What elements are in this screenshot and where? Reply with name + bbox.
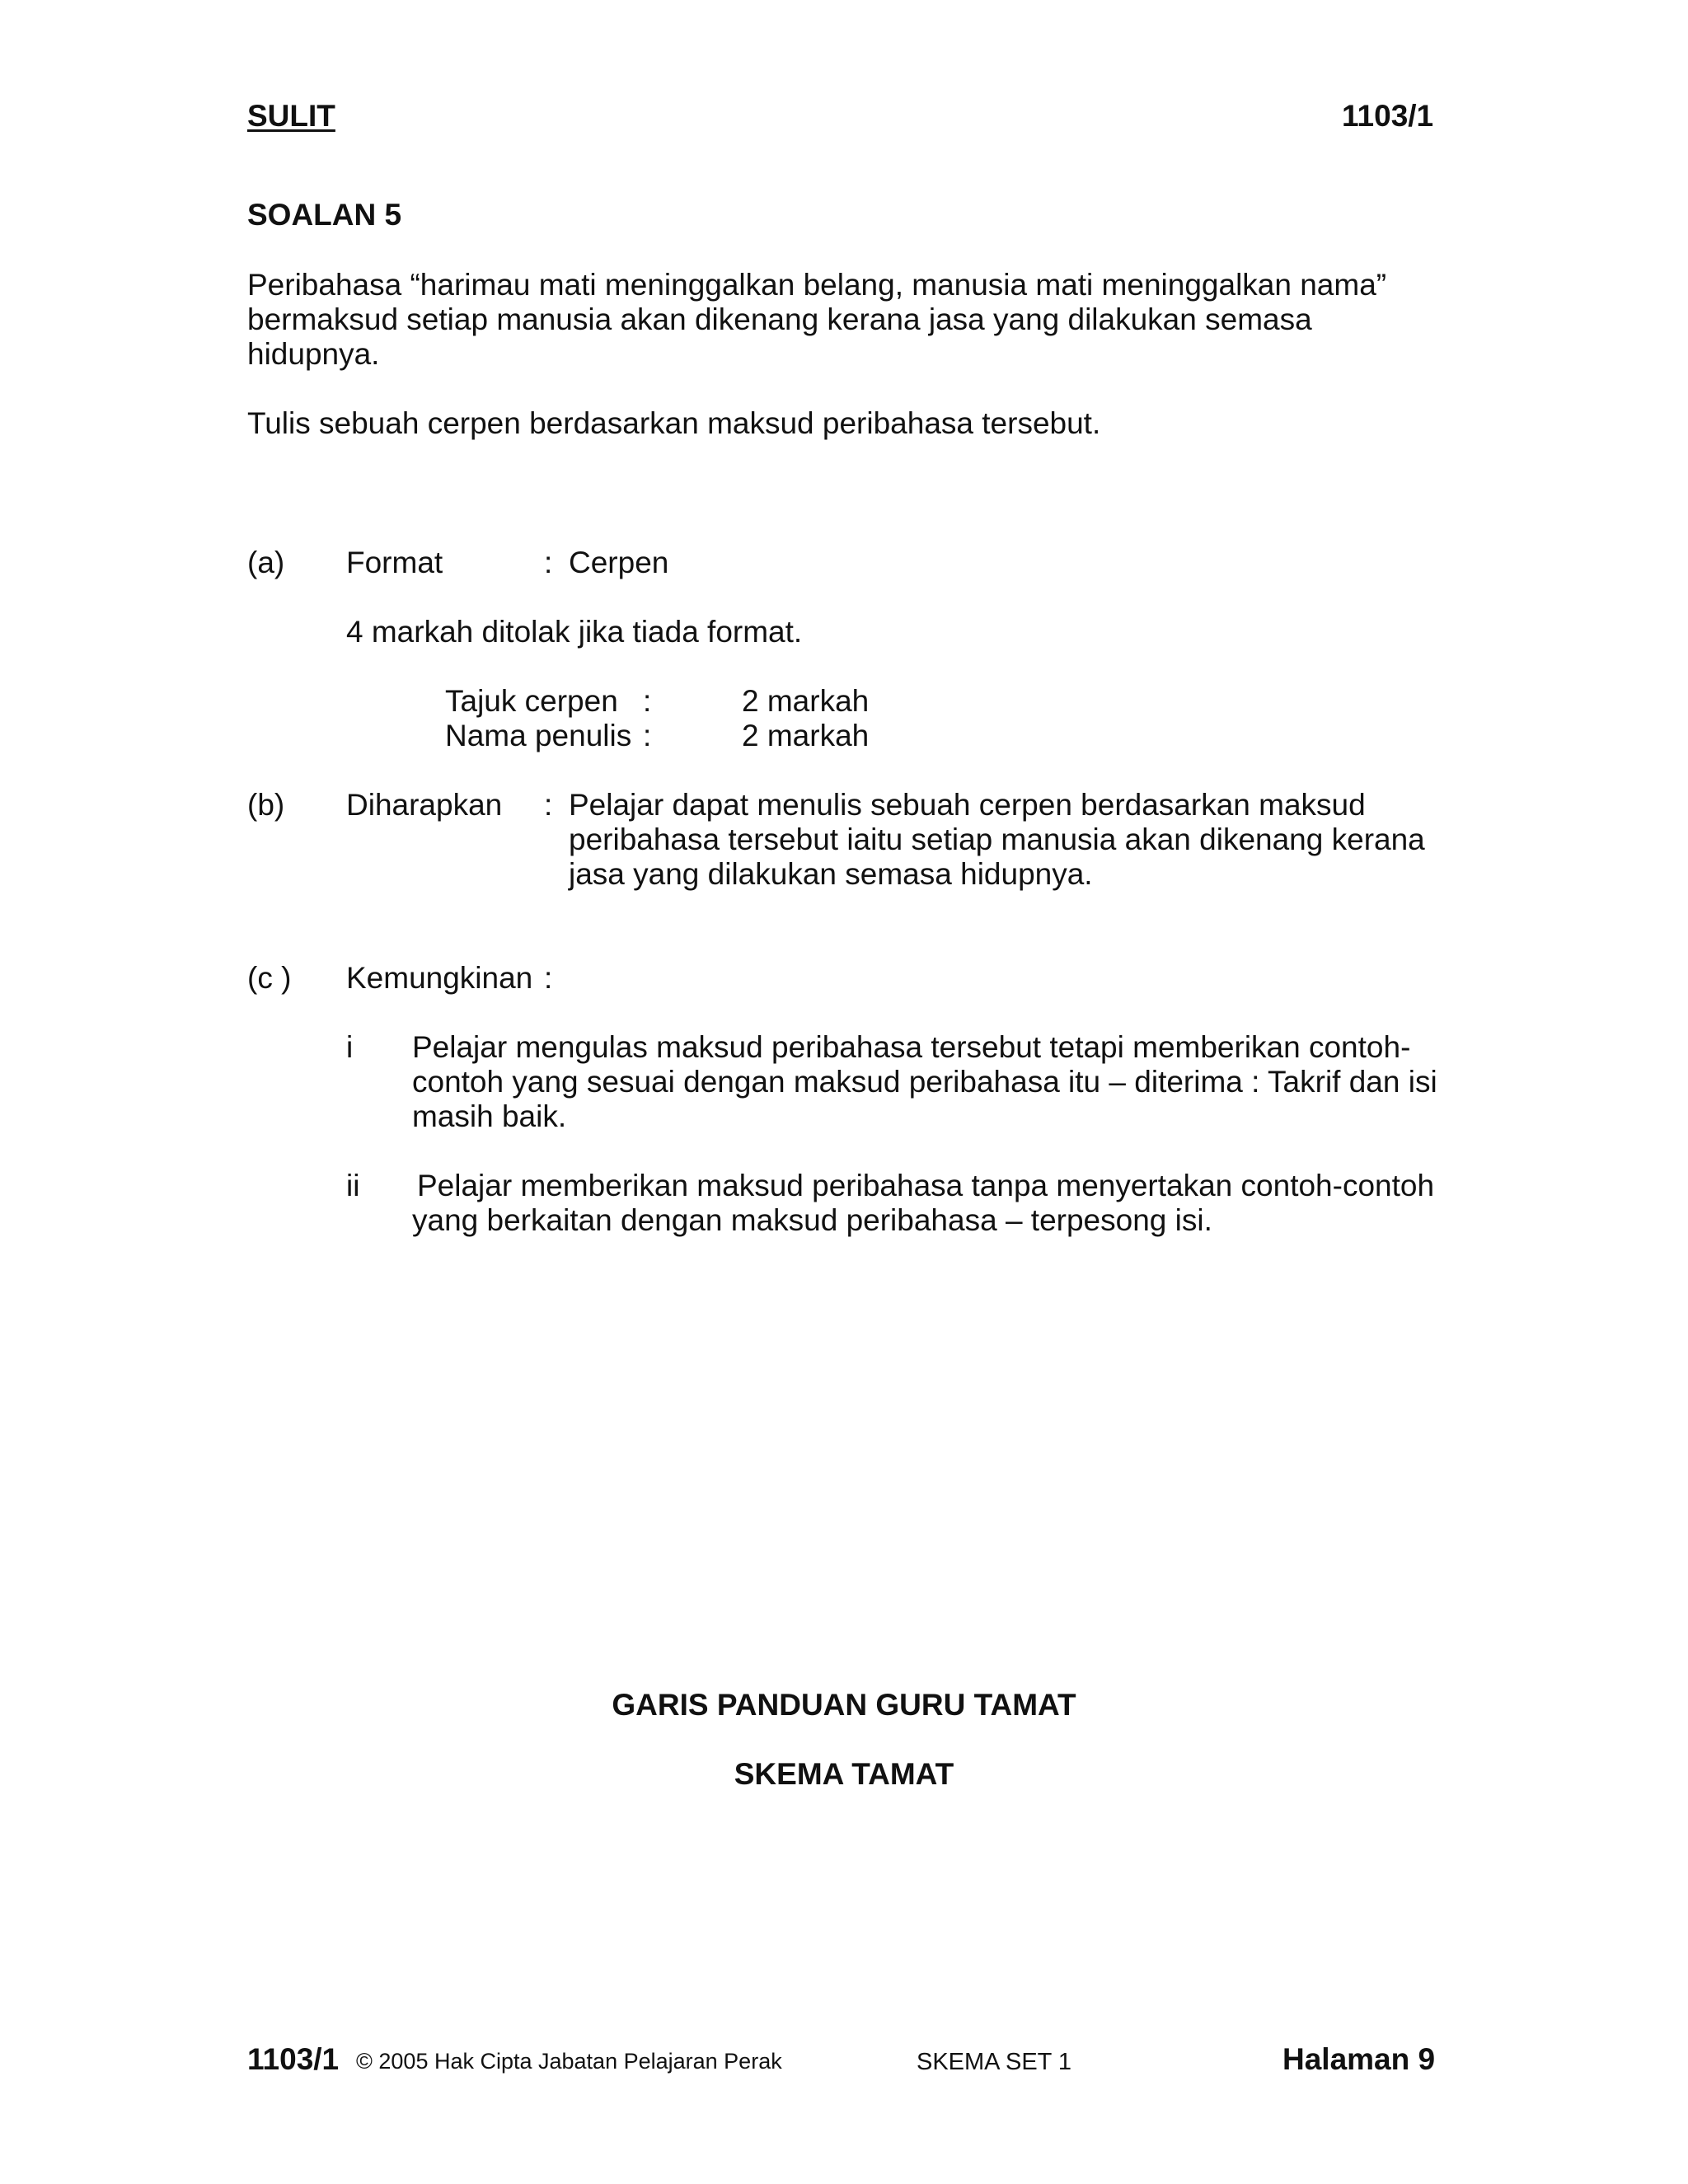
section-a-colon: : [544,546,553,579]
section-a-label: Format [346,546,443,579]
possibility-line: Pelajar mengulas maksud peribahasa tersebut tetapi memberikan contoh- [412,1030,1411,1064]
prompt-line-2: bermaksud setiap manusia akan dikenang kerana jasa yang dilakukan semasa [247,302,1312,336]
paper-code: 1103/1 [1342,99,1434,133]
guide-end-heading: GARIS PANDUAN GURU TAMAT [612,1688,1076,1722]
prompt-line-3: hidupnya. [247,337,380,371]
section-b-line: Pelajar dapat menulis sebuah cerpen berdasarkan maksud [569,788,1366,822]
possibility-line: masih baik. [412,1099,567,1133]
section-b-line: peribahasa tersebut iaitu setiap manusia akan dikenang kerana [569,823,1425,856]
possibility-line: yang berkaitan dengan maksud peribahasa – terpesong isi. [412,1203,1212,1237]
section-b-colon: : [544,788,553,822]
footer-copyright: © 2005 Hak Cipta Jabatan Pelajaran Perak [356,2049,782,2074]
section-c-marker: (c ) [247,961,292,995]
footer-paper-code: 1103/1 [247,2042,340,2076]
section-c-label: Kemungkinan [346,961,533,995]
section-b-line: jasa yang dilakukan semasa hidupnya. [569,857,1093,891]
section-a-note: 4 markah ditolak jika tiada format. [346,615,803,649]
marks-row-colon: : [643,684,652,718]
scheme-end-heading: SKEMA TAMAT [734,1757,954,1791]
marks-row-label: Tajuk cerpen [445,684,618,718]
marks-row-colon: : [643,719,652,752]
classification-label: SULIT [247,99,335,133]
marks-row-value: 2 markah [742,684,870,718]
footer-set-label: SKEMA SET 1 [917,2049,1072,2075]
possibility-numeral: ii [346,1169,360,1202]
possibility-line: contoh yang sesuai dengan maksud peribahasa itu – diterima : Takrif dan isi [412,1065,1437,1099]
possibility-numeral: i [346,1030,354,1064]
section-a-value: Cerpen [569,546,669,579]
footer-page-number: Halaman 9 [1282,2042,1436,2076]
prompt-line-1: Peribahasa “harimau mati meninggalkan belang, manusia mati meninggalkan nama” [247,268,1387,302]
possibility-line: Pelajar memberikan maksud peribahasa tanpa menyertakan contoh-contoh [417,1169,1435,1202]
section-a-marker: (a) [247,546,285,579]
section-b-marker: (b) [247,788,285,822]
question-title: SOALAN 5 [247,198,402,232]
marks-row-label: Nama penulis [445,719,632,752]
marks-row-value: 2 markah [742,719,870,752]
section-b-label: Diharapkan [346,788,503,822]
instruction: Tulis sebuah cerpen berdasarkan maksud peribahasa tersebut. [247,406,1101,440]
section-c-colon: : [544,961,553,995]
